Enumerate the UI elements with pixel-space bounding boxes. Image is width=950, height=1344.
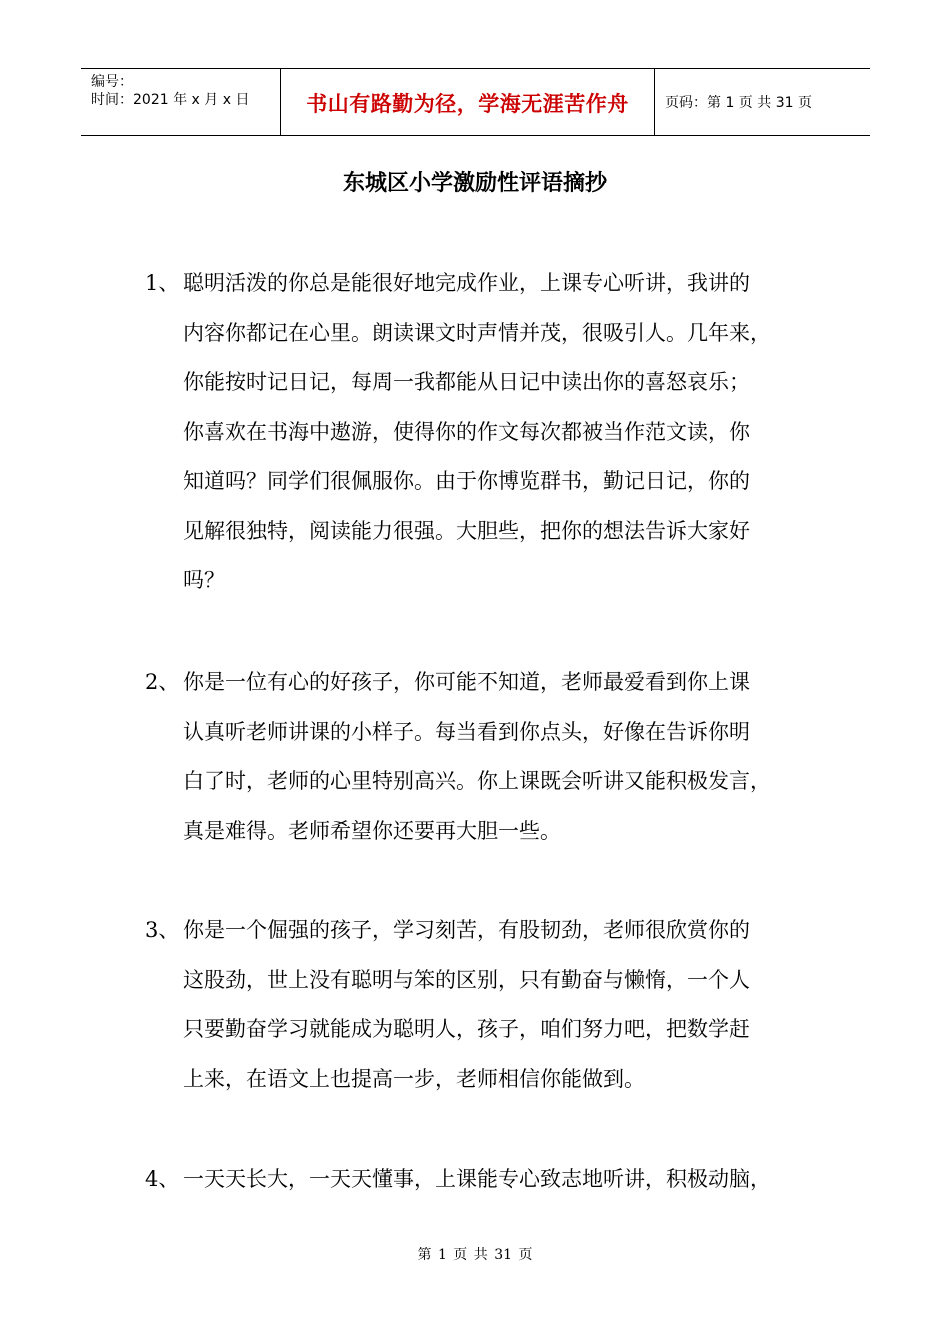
- text-line: 知道吗？同学们很佩服你。由于你博览群书，勤记日记，你的: [183, 469, 750, 493]
- item-text: [183, 906, 833, 1104]
- item-number: 2、: [145, 670, 180, 694]
- item-text: [183, 259, 833, 606]
- page-footer: 第 1 页 共 31 页: [417, 1247, 533, 1263]
- item-number: 4、: [145, 1167, 180, 1191]
- document-header: [81, 68, 870, 136]
- header-motto-cell: [281, 69, 655, 135]
- document-title: 东城区小学激励性评语摘抄: [342, 170, 607, 196]
- text-line: 白了时，老师的心里特别高兴。你上课既会听讲又能积极发言，: [183, 769, 771, 793]
- motto-text: 书山有路勤为径，学海无涯苦作舟: [306, 92, 629, 116]
- text-line: 你喜欢在书海中遨游，使得你的作文每次都被当作范文读，你: [183, 419, 750, 444]
- text-line: 你是一个倔强的孩子，学习刻苦，有股韧劲，老师很欣赏你的: [183, 918, 750, 942]
- item-number: 3、: [145, 918, 180, 942]
- text-line: 真是难得。老师希望你还要再大胆一些。: [183, 818, 561, 843]
- item-number: 1、: [145, 271, 180, 295]
- text-line: 认真听老师讲课的小样子。每当看到你点头，好像在告诉你明: [183, 719, 750, 744]
- text-line: 只要勤奋学习就能成为聪明人，孩子，咱们努力吧，把数学赶: [183, 1017, 750, 1041]
- number-label: 编号：: [91, 74, 133, 90]
- item-text: [183, 658, 833, 856]
- text-line: 上来，在语文上也提高一步，老师相信你能做到。: [183, 1066, 645, 1091]
- text-line: 吗？: [183, 568, 225, 592]
- text-line: 你是一位有心的好孩子，你可能不知道，老师最爱看到你上课: [183, 670, 750, 694]
- time-label: 时间：2021 年 x 月 x 日: [91, 92, 250, 108]
- header-page-cell: [655, 69, 870, 135]
- text-line: 聪明活泼的你总是能很好地完成作业，上课专心听讲，我讲的: [183, 271, 750, 295]
- text-line: 内容你都记在心里。朗读课文时声情并茂，很吸引人。几年来，: [183, 320, 771, 345]
- text-line: 见解很独特，阅读能力很强。大胆些，把你的想法告诉大家好: [183, 518, 750, 543]
- text-line: 你能按时记日记，每周一我都能从日记中读出你的喜怒哀乐；: [183, 370, 750, 394]
- text-line: 一天天长大，一天天懂事，上课能专心致志地听讲，积极动脑，: [183, 1167, 771, 1191]
- text-line: 这股劲，世上没有聪明与笨的区别，只有勤奋与懒惰，一个人: [183, 967, 750, 992]
- page-info: 页码：第 1 页 共 31 页: [665, 95, 812, 111]
- item-text: [183, 1155, 833, 1205]
- header-meta-cell: [81, 69, 281, 135]
